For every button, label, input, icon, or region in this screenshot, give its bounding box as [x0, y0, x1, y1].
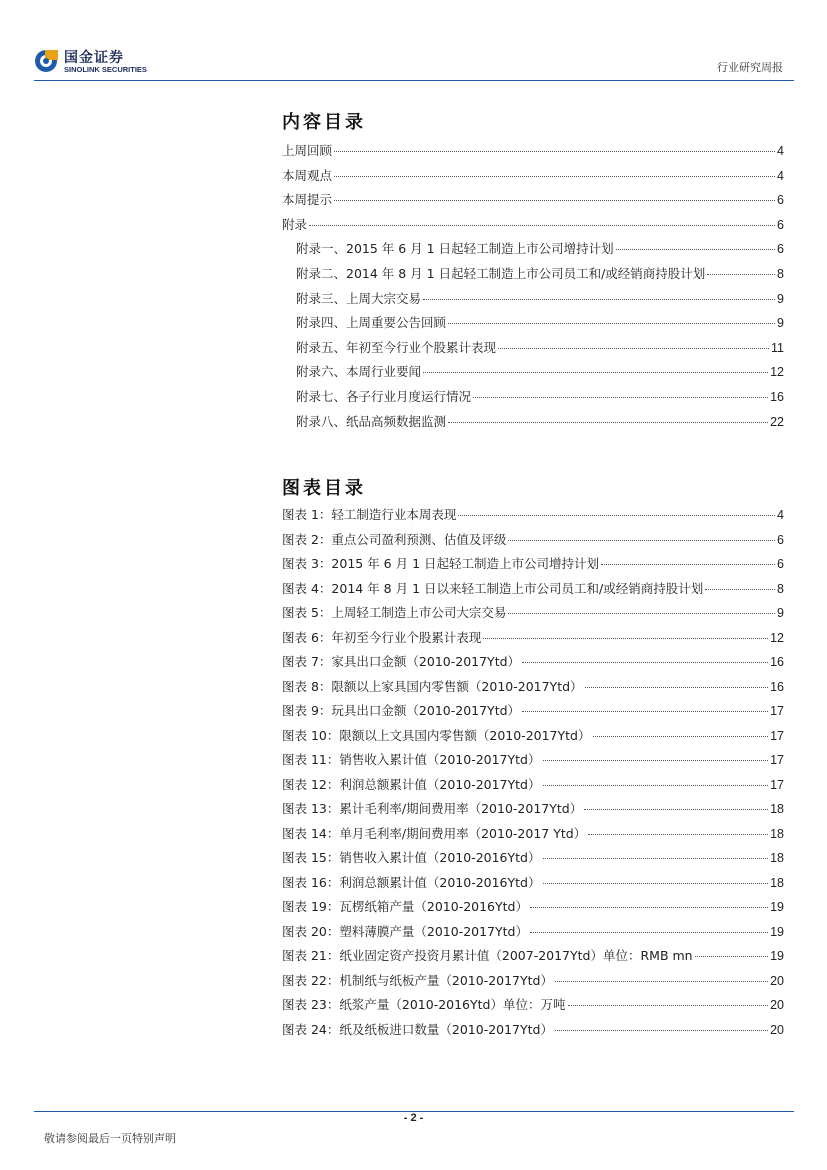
- dot-leader: [568, 1005, 769, 1006]
- toc-entry-page: 18: [770, 875, 784, 890]
- toc-entry-label: 图表 13：累计毛利率/期间费用率（2010-2017Ytd）: [282, 801, 583, 816]
- figure-list-entry[interactable]: [282, 677, 784, 702]
- toc-entry-page: 6: [777, 217, 784, 232]
- figure-list-entry[interactable]: [282, 579, 784, 604]
- dot-leader: [508, 540, 775, 541]
- figure-list-entry[interactable]: [282, 750, 784, 775]
- figure-list-entry[interactable]: [282, 799, 784, 824]
- dot-leader: [309, 225, 775, 226]
- dot-leader: [585, 687, 769, 688]
- toc-entry-label: 图表 19：瓦楞纸箱产量（2010-2016Ytd）: [282, 899, 528, 914]
- figures-title: 图表目录: [282, 478, 366, 499]
- dot-leader: [593, 736, 769, 737]
- dot-leader: [555, 1030, 768, 1031]
- dot-leader: [508, 613, 775, 614]
- toc-entry-page: 11: [771, 340, 784, 355]
- toc-entry[interactable]: [282, 215, 784, 240]
- toc-entry-page: 6: [777, 242, 784, 257]
- toc-entry-label: 图表 24：纸及纸板进口数量（2010-2017Ytd）: [282, 1021, 553, 1037]
- figure-list-entry[interactable]: [282, 824, 784, 849]
- figure-list-entry[interactable]: [282, 848, 784, 873]
- dot-leader: [707, 274, 775, 275]
- toc-entry-page: 12: [770, 365, 784, 380]
- toc-entry-page: 17: [770, 753, 784, 767]
- toc-entry-label: 图表 5：上周轻工制造上市公司大宗交易: [282, 605, 507, 620]
- toc-entry-label: 图表 23：纸浆产量（2010-2016Ytd）单位：万吨: [282, 997, 566, 1012]
- figure-list-entry[interactable]: [282, 530, 784, 555]
- toc-entry-label: 图表 2：重点公司盈利预测、估值及评级: [282, 531, 507, 547]
- toc-entry-label: 附录五、年初至今行业个股累计表现: [296, 339, 497, 355]
- toc-entry-page: 17: [770, 777, 784, 792]
- dot-leader: [601, 564, 775, 565]
- toc-entry-label: 本周提示: [282, 192, 333, 208]
- toc-entry-label: 图表 4：2014 年 8 月 1 日以来轻工制造上市公司员工和/或经销商持股计划: [282, 580, 704, 596]
- toc-entry-page: 16: [770, 655, 784, 669]
- dot-leader: [695, 956, 768, 957]
- toc-entry-label: 图表 3：2015 年 6 月 1 日起轻工制造上市公司增持计划: [282, 556, 600, 571]
- figure-list-entry[interactable]: [282, 505, 784, 530]
- figure-list-entry[interactable]: [282, 554, 784, 579]
- contents-list: [282, 141, 784, 436]
- toc-entry-label: 图表 11：销售收入累计值（2010-2017Ytd）: [282, 752, 541, 767]
- toc-entry-label: 图表 6：年初至今行业个股累计表现: [282, 629, 482, 645]
- dot-leader: [522, 711, 768, 712]
- toc-entry-label: 本周观点: [282, 167, 333, 183]
- toc-entry-page: 19: [770, 900, 784, 914]
- toc-entry[interactable]: [282, 141, 784, 166]
- figure-list-entry[interactable]: [282, 873, 784, 898]
- toc-entry-page: 18: [770, 802, 784, 816]
- toc-entry-page: 4: [777, 144, 784, 158]
- toc-entry[interactable]: [282, 338, 784, 363]
- toc-entry-label: 附录: [282, 216, 308, 232]
- toc-entry[interactable]: [282, 412, 784, 437]
- figure-list-entry[interactable]: [282, 971, 784, 996]
- dot-leader: [448, 422, 768, 423]
- figure-list-entry[interactable]: [282, 701, 784, 726]
- dot-leader: [555, 981, 768, 982]
- contents-title: 内容目录: [282, 112, 366, 133]
- toc-entry-page: 22: [770, 414, 784, 429]
- toc-entry-page: 9: [777, 606, 784, 620]
- toc-entry[interactable]: [282, 239, 784, 264]
- figure-list-entry[interactable]: [282, 995, 784, 1020]
- toc-entry-page: 9: [777, 291, 784, 306]
- dot-leader: [543, 858, 769, 859]
- toc-entry-label: 附录二、2014 年 8 月 1 日起轻工制造上市公司员工和/或经销商持股计划: [296, 265, 706, 281]
- logo-chinese-name: 国金证券: [64, 50, 124, 66]
- toc-entry-label: 附录七、各子行业月度运行情况: [296, 388, 472, 404]
- report-type-label: 行业研究周报: [717, 61, 783, 74]
- toc-entry-label: 图表 21：纸业固定资产投资月累计值（2007-2017Ytd）单位：RMB mn: [282, 948, 693, 963]
- dot-leader: [616, 249, 775, 250]
- toc-entry-page: 19: [770, 924, 784, 939]
- toc-entry-page: 6: [777, 193, 784, 208]
- figure-list-entry[interactable]: [282, 726, 784, 751]
- toc-entry-label: 附录一、2015 年 6 月 1 日起轻工制造上市公司增持计划: [296, 241, 614, 257]
- toc-entry-page: 4: [777, 168, 784, 183]
- toc-entry-label: 图表 8：限额以上家具国内零售额（2010-2017Ytd）: [282, 678, 583, 694]
- dot-leader: [334, 176, 775, 177]
- toc-entry[interactable]: [282, 190, 784, 215]
- dot-leader: [448, 323, 775, 324]
- toc-entry-label: 图表 20：塑料薄膜产量（2010-2017Ytd）: [282, 923, 528, 939]
- dot-leader: [705, 589, 775, 590]
- toc-entry[interactable]: [282, 387, 784, 412]
- disclaimer-note: 敬请参阅最后一页特别声明: [44, 1132, 176, 1145]
- toc-entry-label: 图表 15：销售收入累计值（2010-2016Ytd）: [282, 850, 541, 865]
- toc-entry-page: 8: [777, 266, 784, 281]
- figure-list-entry[interactable]: [282, 628, 784, 653]
- figure-list-entry[interactable]: [282, 652, 784, 677]
- dot-leader: [423, 299, 775, 300]
- toc-entry-label: 图表 22：机制纸与纸板产量（2010-2017Ytd）: [282, 972, 553, 988]
- toc-entry-page: 6: [777, 557, 784, 571]
- dot-leader: [334, 200, 775, 201]
- dot-leader: [584, 809, 768, 810]
- toc-entry-page: 20: [770, 1022, 784, 1037]
- dot-leader: [498, 348, 769, 349]
- toc-entry[interactable]: [282, 289, 784, 314]
- toc-entry-page: 12: [770, 630, 784, 645]
- toc-entry-label: 图表 1：轻工制造行业本周表现: [282, 507, 457, 522]
- figure-list-entry[interactable]: [282, 922, 784, 947]
- figure-list-entry[interactable]: [282, 775, 784, 800]
- toc-entry-page: 17: [770, 728, 784, 743]
- toc-entry-page: 17: [770, 704, 784, 718]
- toc-entry-label: 附录三、上周大宗交易: [296, 290, 422, 306]
- toc-entry-page: 18: [770, 826, 784, 841]
- toc-entry-label: 图表 9：玩具出口金额（2010-2017Ytd）: [282, 703, 521, 718]
- toc-entry-label: 附录八、纸品高频数据监测: [296, 413, 447, 429]
- toc-entry-label: 图表 10：限额以上文具国内零售额（2010-2017Ytd）: [282, 727, 591, 743]
- dot-leader: [458, 515, 775, 516]
- toc-entry[interactable]: [282, 166, 784, 191]
- page-number: - 2 -: [403, 1112, 424, 1124]
- dot-leader: [543, 785, 769, 786]
- dot-leader: [530, 907, 768, 908]
- figure-list-entry[interactable]: [282, 603, 784, 628]
- toc-entry-label: 图表 12：利润总额累计值（2010-2017Ytd）: [282, 776, 541, 792]
- toc-entry-label: 图表 16：利润总额累计值（2010-2016Ytd）: [282, 874, 541, 890]
- toc-entry-page: 8: [777, 581, 784, 596]
- dot-leader: [543, 883, 769, 884]
- header-divider: [34, 80, 794, 81]
- figure-list-entry[interactable]: [282, 897, 784, 922]
- toc-entry[interactable]: [282, 362, 784, 387]
- toc-entry-page: 20: [770, 998, 784, 1012]
- toc-entry-label: 附录四、上周重要公告回顾: [296, 315, 447, 331]
- dot-leader: [522, 662, 768, 663]
- figure-list-entry[interactable]: [282, 1020, 784, 1045]
- page-header: [0, 0, 827, 82]
- toc-entry-page: 16: [770, 679, 784, 694]
- toc-entry-label: 图表 7：家具出口金额（2010-2017Ytd）: [282, 654, 521, 669]
- logo-english-name: SINOLINK SECURITIES: [64, 65, 147, 74]
- sinolink-logo-icon: [34, 46, 60, 74]
- figures-list: [282, 505, 784, 1044]
- toc-entry-page: 18: [770, 851, 784, 865]
- dot-leader: [588, 834, 768, 835]
- toc-entry-label: 图表 14：单月毛利率/期间费用率（2010-2017 Ytd）: [282, 825, 587, 841]
- dot-leader: [334, 151, 775, 152]
- toc-entry-page: 6: [777, 532, 784, 547]
- dot-leader: [543, 760, 769, 761]
- toc-entry[interactable]: [282, 264, 784, 289]
- toc-entry-page: 16: [770, 389, 784, 404]
- toc-entry-page: 4: [777, 508, 784, 522]
- toc-entry-page: 9: [777, 316, 784, 331]
- toc-entry-page: 19: [770, 949, 784, 963]
- toc-entry-label: 附录六、本周行业要闻: [296, 364, 422, 380]
- toc-entry[interactable]: [282, 313, 784, 338]
- dot-leader: [483, 638, 768, 639]
- toc-entry-label: 上周回顾: [282, 143, 333, 158]
- dot-leader: [473, 397, 768, 398]
- toc-entry-page: 20: [770, 973, 784, 988]
- dot-leader: [530, 932, 768, 933]
- figure-list-entry[interactable]: [282, 946, 784, 971]
- company-logo: [34, 44, 154, 78]
- dot-leader: [423, 372, 768, 373]
